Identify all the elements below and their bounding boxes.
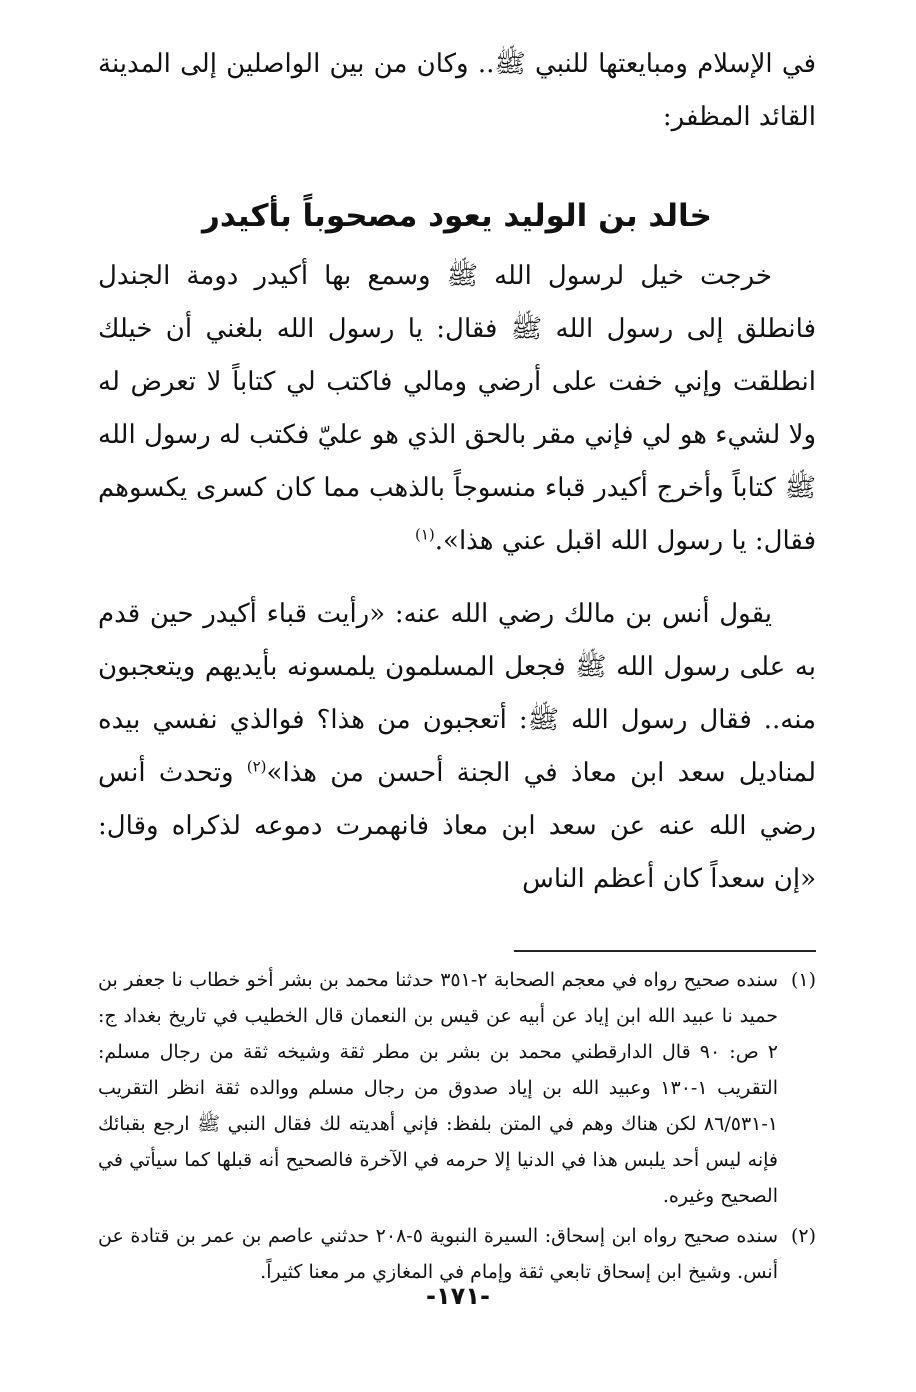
paragraph-text: يقول أنس بن مالك رضي الله عنه: «رأيت قباء أكيدر حين قدم به على رسول الله ﷺ فجعل المسلمون يلمسونه بأيديهم ويتعجبون منه.. فقال رسول الله ﷺ: أتعجبون من هذا؟ فوالذي نفسي بيده لمناديل سعد ابن معاذ في الجنة أحسن من هذا»	[98, 599, 816, 788]
footnote-1	[98, 962, 816, 1214]
body-paragraph-2	[98, 588, 816, 906]
footnote-text: سنده صحيح رواه ابن إسحاق: السيرة النبوية ٥-٢٠٨ حدثني عاصم بن عمر بن قتادة عن أنس. وشيخ ابن إسحاق تابعي ثقة وإمام في المغازي مر معنا كثيراً.	[98, 1225, 778, 1283]
footnote-ref-1[interactable]: (١)	[414, 525, 435, 544]
intro-paragraph: في الإسلام ومبايعتها للنبي ﷺ.. وكان من بين الواصلين إلى المدينة القائد المظفر:	[98, 49, 816, 132]
body-paragraph-1	[98, 250, 816, 568]
paragraph-text: خرجت خيل لرسول الله ﷺ وسمع بها أكيدر دومة الجندل فانطلق إلى رسول الله ﷺ فقال: يا رسول الله بلغني أن خيلك انطلقت وإني خفت على أرضي ومالي فاكتب لي كتاباً لا تعرض له ولا لشيء هو لي فإني مقر بالحق الذي هو عليّ فكتب له رسول الله ﷺ كتاباً وأخرج أكيدر قباء منسوجاً بالذهب مما كان كسرى يكسوهم فقال: يا رسول الله اقبل عني هذا».	[98, 261, 816, 556]
footnote-2	[98, 1218, 816, 1290]
footnotes	[98, 962, 816, 1290]
footnote-number: (١)	[790, 969, 816, 991]
footnote-text: سنده صحيح رواه في معجم الصحابة ٢-٣٥١ حدثنا محمد بن بشر أخو خطاب نا جعفر بن حميد نا عبيد الله ابن إياد عن أبيه عن قيس بن النعمان قال الخطيب في تاريخ بغداد ج: ٢ ص: ٩٠ قال الدارقطني محمد بن بشر بن مطر ثقة وشيخه ثقة من رجال مسلم: التقريب ١-١٣٠ وعبيد الله بن إياد صدوق من رجال مسلم ووالده ثقة انظر التقريب ١-٨٦/٥٣١ لكن هناك وهم في المتن بلفظ: فإني أهديته لك فقال النبي ﷺ ارجع بقبائك فإنه ليس أحد يلبس هذا في الدنيا إلا حرمه في الآخرة فالصحيح أنه قبلها كما سيأتي في الصحيح وغيره.	[98, 969, 779, 1207]
page-number: -١٧١-	[426, 1282, 490, 1310]
section-heading: خالد بن الوليد يعود مصحوباً بأكيدر	[202, 198, 712, 234]
paragraph-text-continued: وتحدث أنس رضي الله عنه عن سعد ابن معاذ فانهمرت دموعه لذكراه وقال: «إن سعداً كان أعظم الناس	[98, 758, 816, 894]
book-page	[98, 38, 816, 1358]
footnote-number: (٢)	[790, 1225, 816, 1247]
footnote-ref-2[interactable]: (٢)	[246, 757, 267, 776]
footnote-separator	[514, 950, 816, 952]
